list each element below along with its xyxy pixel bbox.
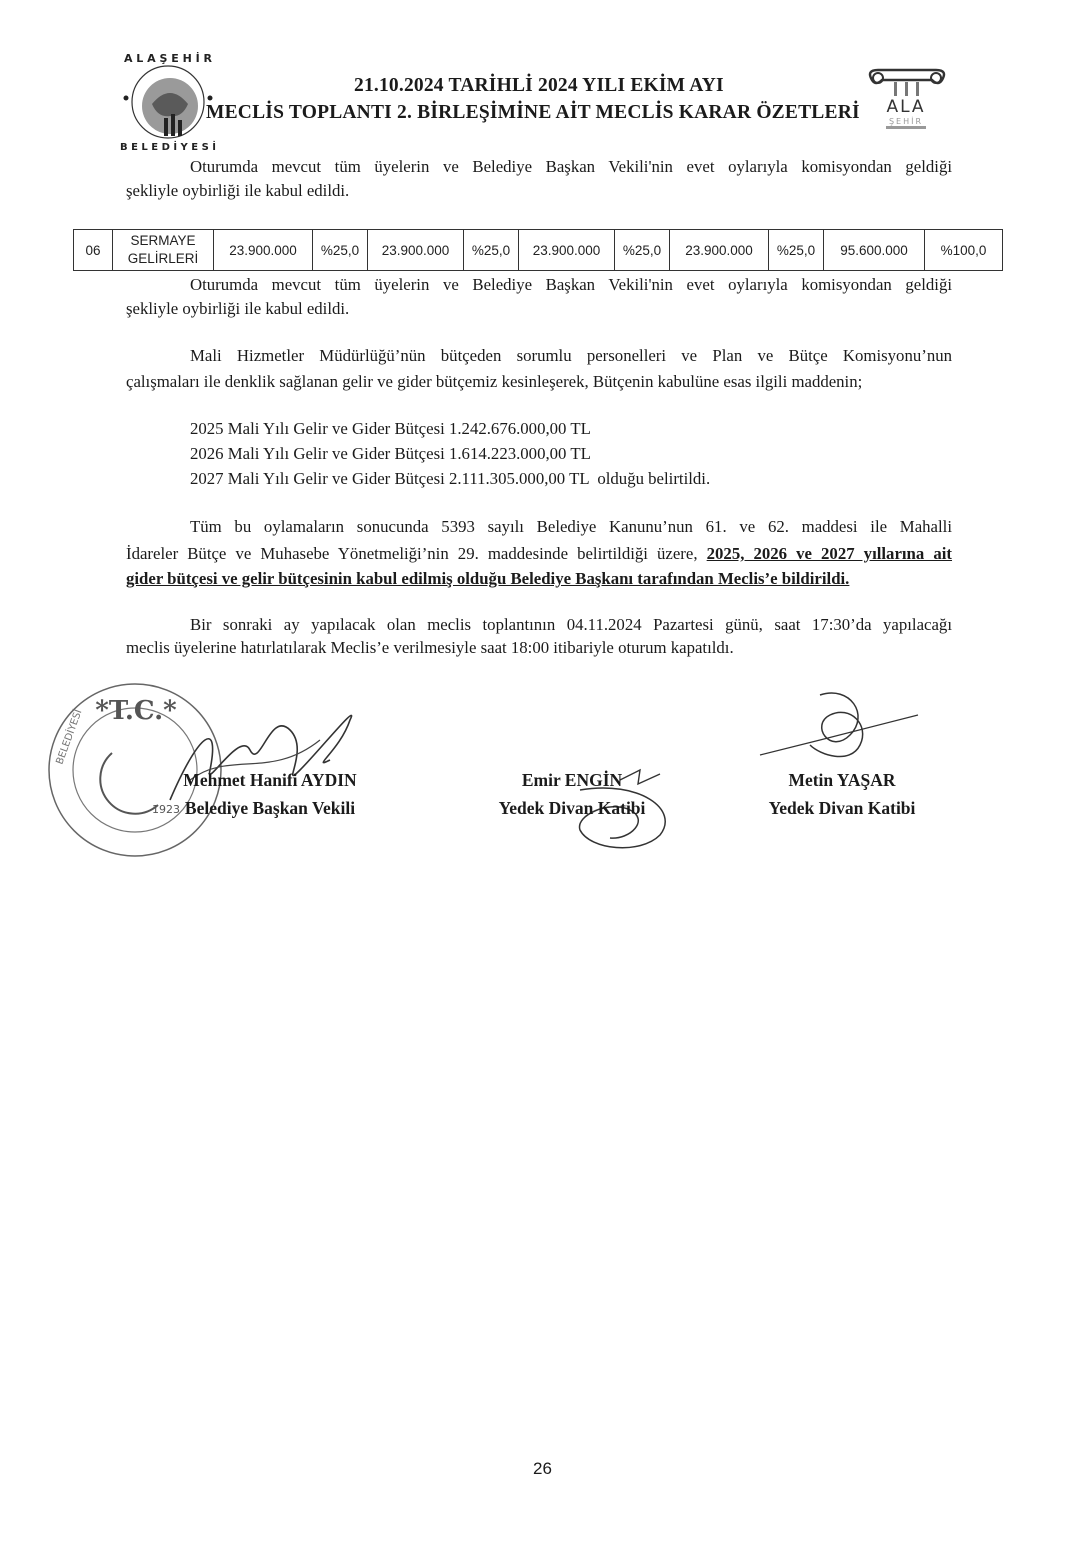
svg-text:ŞEHİR: ŞEHİR <box>888 117 924 126</box>
conclusion-line2-plain: İdareler Bütçe ve Muhasebe Yönetmeliği’nin 29. maddesinde belirtildiği üzere, <box>126 544 698 563</box>
table-cell: 23.900.000 <box>519 230 615 271</box>
next-meeting-line2: meclis üyelerine hatırlatılarak Meclis’e verilmesiyle saat 18:00 itibariyle oturum kapatıldı. <box>126 638 734 657</box>
signatory-2-title: Yedek Divan Katibi <box>498 798 646 818</box>
conclusion-line3-bold: gider bütçesi ve gelir bütçesinin kabul edilmiş olduğu Belediye Başkanı tarafından Meclis’e bildirildi. <box>126 569 850 588</box>
vote-result-text-1-line2: şekliyle oybirliği ile kabul edildi. <box>126 181 350 200</box>
signatory-1-name: Mehmet Hanifi AYDIN <box>183 770 357 790</box>
svg-text:ALA: ALA <box>886 97 926 117</box>
document-title-line2: MECLİS TOPLANTI 2. BİRLEŞİMİNE AİT MECLİS KARAR ÖZETLERİ <box>206 102 860 123</box>
conclusion-line1: Tüm bu oylamaların sonucunda 5393 sayılı Belediye Kanunu’nun 61. ve 62. maddesi ile Mahalli <box>190 517 952 536</box>
signatory-1-title: Belediye Başkan Vekili <box>184 798 356 818</box>
table-cell-name <box>113 230 214 271</box>
table-cell: %25,0 <box>313 230 368 271</box>
page-number: 26 <box>533 1459 552 1478</box>
signatory-2-name: Emir ENGİN <box>521 770 623 790</box>
svg-text:1923: 1923 <box>152 803 180 816</box>
vote-result-text-2-line1: Oturumda mevcut tüm üyelerin ve Belediye Başkan Vekili'nin evet oylarıyla komisyondan geldiği <box>190 275 952 294</box>
signatory-3-title: Yedek Divan Katibi <box>768 798 916 818</box>
signature-mark-1 <box>160 690 370 810</box>
table-cell: %100,0 <box>925 230 1003 271</box>
next-meeting-line1: Bir sonraki ay yapılacak olan meclis toplantının 04.11.2024 Pazartesi günü, saat 17:30’da yapılacağı <box>190 615 952 634</box>
table-cell: 23.900.000 <box>214 230 313 271</box>
table-cell-name-line2: GELİRLERİ <box>127 251 199 266</box>
alasehir-belediyesi-logo <box>112 46 224 154</box>
budget-year-2025: 2025 Mali Yılı Gelir ve Gider Bütçesi 1.242.676.000,00 TL <box>190 419 591 438</box>
vote-result-text-2-line2: şekliyle oybirliği ile kabul edildi. <box>126 299 350 318</box>
svg-text:BELEDİYESİ: BELEDİYESİ <box>54 708 85 767</box>
vote-result-text-1-line1: Oturumda mevcut tüm üyelerin ve Belediye Başkan Vekili'nin evet oylarıyla komisyondan geldiği <box>190 157 952 176</box>
conclusion-line2-bold: 2025, 2026 ve 2027 yıllarına ait <box>706 544 953 563</box>
signatory-3-name: Metin YAŞAR <box>788 770 896 790</box>
budget-year-2027: 2027 Mali Yılı Gelir ve Gider Bütçesi 2.111.305.000,00 TL olduğu belirtildi. <box>190 469 711 488</box>
table-row <box>74 230 1003 271</box>
budget-paragraph-line2: çalışmaları ile denklik sağlanan gelir ve gider bütçemiz kesinleşerek, Bütçenin kabulüne esas ilgili maddenin; <box>126 372 863 391</box>
svg-text:*T.C.*: *T.C.* <box>95 696 177 726</box>
table-cell: 95.600.000 <box>824 230 925 271</box>
table-cell-code: 06 <box>74 230 113 271</box>
budget-year-2026: 2026 Mali Yılı Gelir ve Gider Bütçesi 1.614.223.000,00 TL <box>190 444 591 463</box>
signature-mark-3 <box>750 685 930 775</box>
budget-paragraph-line1: Mali Hizmetler Müdürlüğü’nün bütçeden sorumlu personelleri ve Plan ve Bütçe Komisyonu’nun <box>190 346 952 365</box>
budget-table <box>73 229 1003 271</box>
conclusion-line2 <box>126 541 952 566</box>
table-cell: %25,0 <box>769 230 824 271</box>
table-cell-name-line1: SERMAYE <box>130 233 196 248</box>
svg-text:A L A Ş E H İ R: A L A Ş E H İ R <box>123 52 213 65</box>
svg-text:B E L E D İ Y E S İ: B E L E D İ Y E S İ <box>119 142 217 153</box>
document-title-line1: 21.10.2024 TARİHLİ 2024 YILI EKİM AYI <box>354 75 724 96</box>
table-cell: 23.900.000 <box>368 230 464 271</box>
ala-sehir-logo <box>864 66 950 130</box>
table-cell: %25,0 <box>464 230 519 271</box>
table-cell: 23.900.000 <box>670 230 769 271</box>
table-cell: %25,0 <box>615 230 670 271</box>
